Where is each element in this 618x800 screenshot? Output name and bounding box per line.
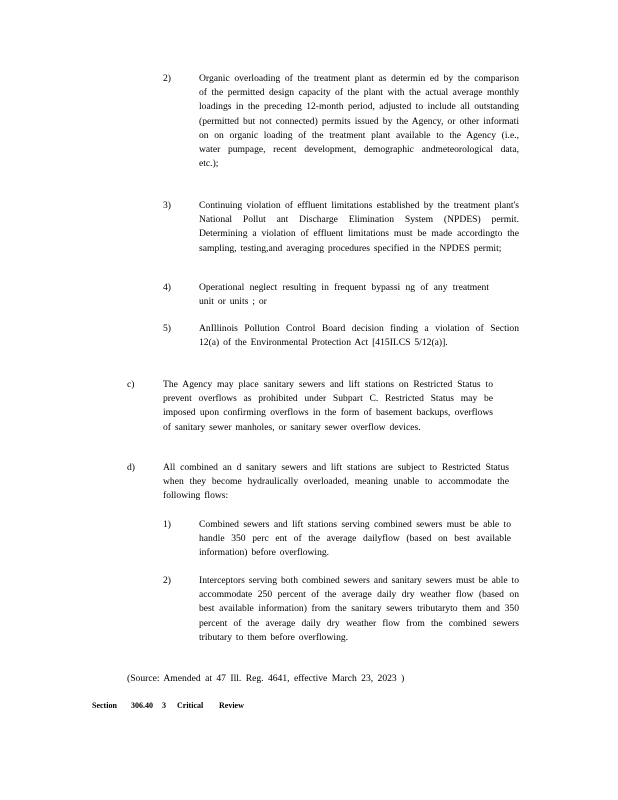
item-text: Organic overloading of the treatment plant as determin ed by the comparison of the permitted design capacity of the plant with the actual average monthly loadings in the preceding 12-month period, adjusted to include all outstanding (permitted but not connected) permits issued by the Agency, or other informati on on organic loading of the treatment plant available to the Agency (i.e., water pumpage, recent development, demographic andmeteorological data, etc.);: [199, 73, 519, 170]
item-number: 3): [163, 200, 171, 211]
item-text: Operational neglect resulting in frequent bypassi ng of any treatment unit or units ; or: [199, 282, 489, 308]
sub-item-text: Combined sewers and lift stations serving combined sewers must be able to handle 350 perc ent of the average dailyflow (based on best available information) before overflowing.: [199, 519, 511, 559]
sub-item-text: Interceptors serving both combined sewers and sanitary sewers must be able to accommodate 250 percent of the average daily dry weather flow (based on best available information) from the sanitary sewers tributaryto them and 350 percent of the average daily dry weather flow from the combined sewers tributary to them before overflowing.: [199, 575, 519, 643]
sub-item-number: 2): [163, 575, 171, 586]
paragraph-d-text: All combined an d sanitary sewers and lift stations are subject to Restricted Status when they become hydraulically overloaded, meaning unable to accommodate the following flows:: [163, 462, 509, 502]
item-text: Continuing violation of effluent limitations established by the treatment plant's National Pollut ant Discharge Elimination System (NPDES) permit. Determining a violation of effluent limitations must be made accordingto the sampling, testing,and averaging procedures specified in the NPDES permit;: [199, 200, 519, 254]
item-text: AnIllinois Pollution Control Board decision finding a violation of Section 12(a) of the Environmental Protection Act [415ILCS 5/12(a)].: [199, 323, 519, 349]
source-note: (Source: Amended at 47 Ill. Reg. 4641, effective March 23, 2023 ): [127, 673, 405, 684]
item-number: 4): [163, 282, 171, 293]
section-heading: [92, 700, 292, 712]
paragraph-letter: d): [127, 462, 135, 473]
section-number: 306.40: [131, 701, 153, 710]
sub-item-number: 1): [163, 519, 171, 530]
item-number: 2): [163, 73, 171, 84]
paragraph-c-text: The Agency may place sanitary sewers and lift stations on Restricted Status to prevent overflows as prohibited under Subpart C. Restricted Status may be imposed upon confirming overflows in the form of basement backups, overflows of sanitary sewer manholes, or sanitary sewer overflow devices.: [163, 379, 493, 433]
section-title-word: Critical: [177, 701, 204, 710]
section-word: Section: [92, 701, 117, 710]
paragraph-letter: c): [127, 379, 135, 390]
section-number-part: 3: [162, 701, 166, 710]
item-number: 5): [163, 323, 171, 334]
section-title-word: Review: [219, 701, 244, 710]
